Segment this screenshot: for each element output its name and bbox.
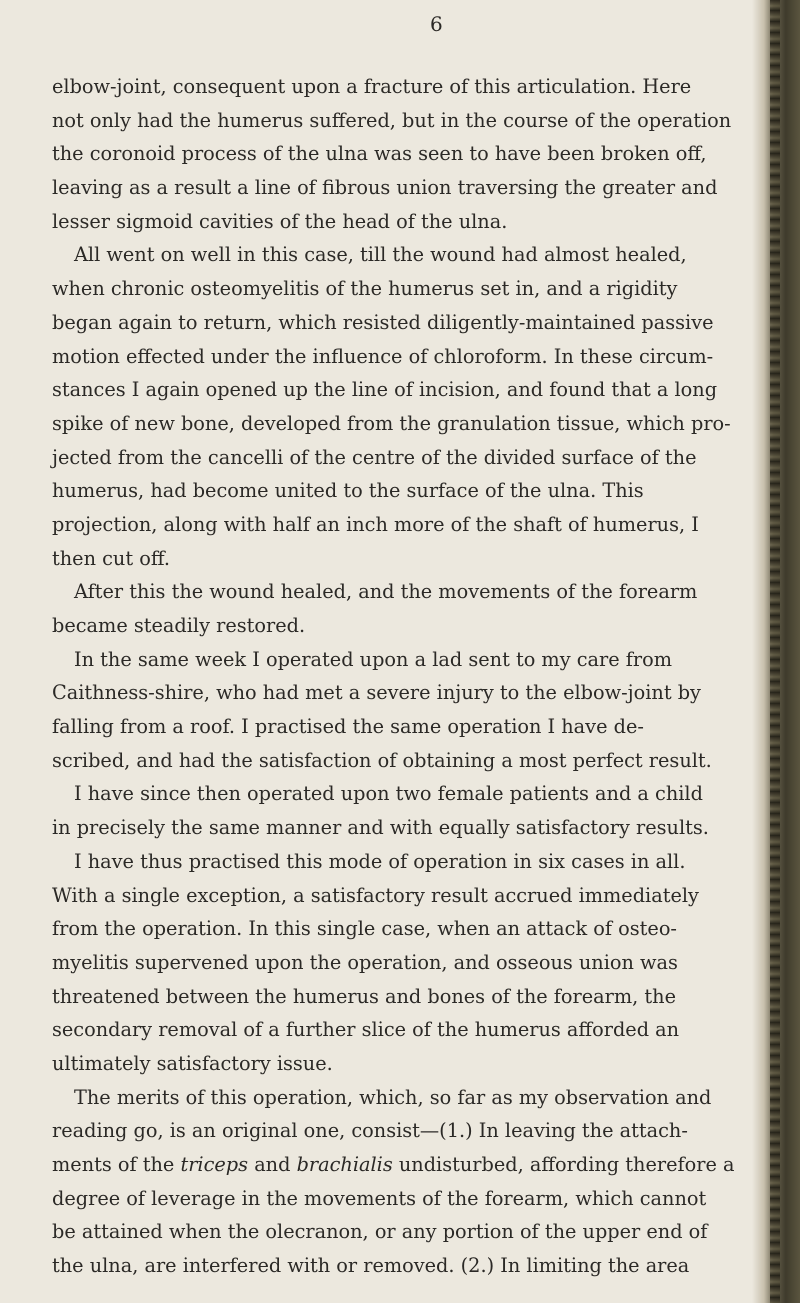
text-line: myelitis supervened upon the operation, and osseous union was (52, 950, 678, 974)
text-run: undisturbed, affording therefore a (392, 1153, 735, 1176)
text-line: leaving as a result a line of fibrous union traversing the greater and (52, 176, 718, 200)
text-line: degree of leverage in the movements of the forearm, which cannot (52, 1186, 707, 1210)
text-line: began again to return, which resisted diligently-maintained passive (52, 310, 714, 334)
text-line: secondary removal of a further slice of the humerus afforded an (52, 1018, 680, 1042)
paragraph-start-line: In the same week I operated upon a lad sent to my care from (74, 647, 673, 671)
paragraph-start-line: I have thus practised this mode of operation in six cases in all. (74, 849, 686, 873)
text-line: the ulna, are interfered with or removed. (2.) In limiting the area (52, 1254, 690, 1278)
text-line: With a single exception, a satisfactory result accrued immediately (52, 883, 699, 907)
text-run: and (248, 1153, 297, 1176)
paragraph-start-line: The merits of this operation, which, so far as my observation and (74, 1085, 712, 1109)
text-line: reading go, is an original one, consist—(1.) In leaving the attach- (52, 1119, 688, 1143)
text-line: threatened between the humerus and bones of the forearm, the (52, 984, 676, 1008)
italic-term-brachialis: brachialis (296, 1153, 393, 1176)
text-line: Caithness-shire, who had met a severe injury to the elbow-joint by (52, 681, 701, 705)
text-line: projection, along with half an inch more of the shaft of humerus, I (52, 512, 699, 536)
paragraph-start-line: After this the wound healed, and the movements of the forearm (74, 580, 698, 604)
text-line: lesser sigmoid cavities of the head of the ulna. (52, 209, 508, 233)
text-line: then cut off. (52, 546, 170, 570)
text-line: spike of new bone, developed from the granulation tissue, which pro- (52, 411, 731, 435)
text-line: elbow-joint, consequent upon a fracture of this articulation. Here (52, 75, 692, 98)
text-line: in precisely the same manner and with equally satisfactory results. (52, 816, 709, 840)
book-spine-edge (752, 0, 800, 1303)
text-line: ultimately satisfactory issue. (52, 1051, 333, 1075)
paragraph-start-line: I have since then operated upon two female patients and a child (74, 782, 703, 806)
page-number: 6 (430, 12, 444, 36)
text-line: became steadily restored. (52, 614, 306, 637)
text-line: when chronic osteomyelitis of the humerus set in, and a rigidity (52, 277, 678, 301)
text-line: humerus, had become united to the surface of the ulna. This (52, 479, 644, 503)
text-line: the coronoid process of the ulna was seen to have been broken off, (52, 142, 707, 166)
text-line (52, 1148, 752, 1182)
body-text (52, 70, 752, 1283)
text-line: falling from a roof. I practised the same operation I have de- (52, 715, 644, 739)
text-line: scribed, and had the satisfaction of obtaining a most perfect result. (52, 748, 712, 772)
text-line: motion effected under the influence of chloroform. In these circum- (52, 344, 714, 368)
text-run: ments of the (52, 1153, 181, 1176)
text-line: not only had the humerus suffered, but in the course of the operation (52, 108, 732, 132)
italic-term-triceps: triceps (180, 1153, 249, 1176)
text-line: jected from the cancelli of the centre of the divided surface of the (52, 445, 697, 469)
text-line: from the operation. In this single case, when an attack of osteo- (52, 917, 677, 941)
text-line: be attained when the olecranon, or any portion of the upper end of (52, 1220, 708, 1244)
text-line: stances I again opened up the line of incision, and found that a long (52, 378, 718, 402)
paragraph-start-line: All went on well in this case, till the wound had almost healed, (74, 243, 687, 267)
